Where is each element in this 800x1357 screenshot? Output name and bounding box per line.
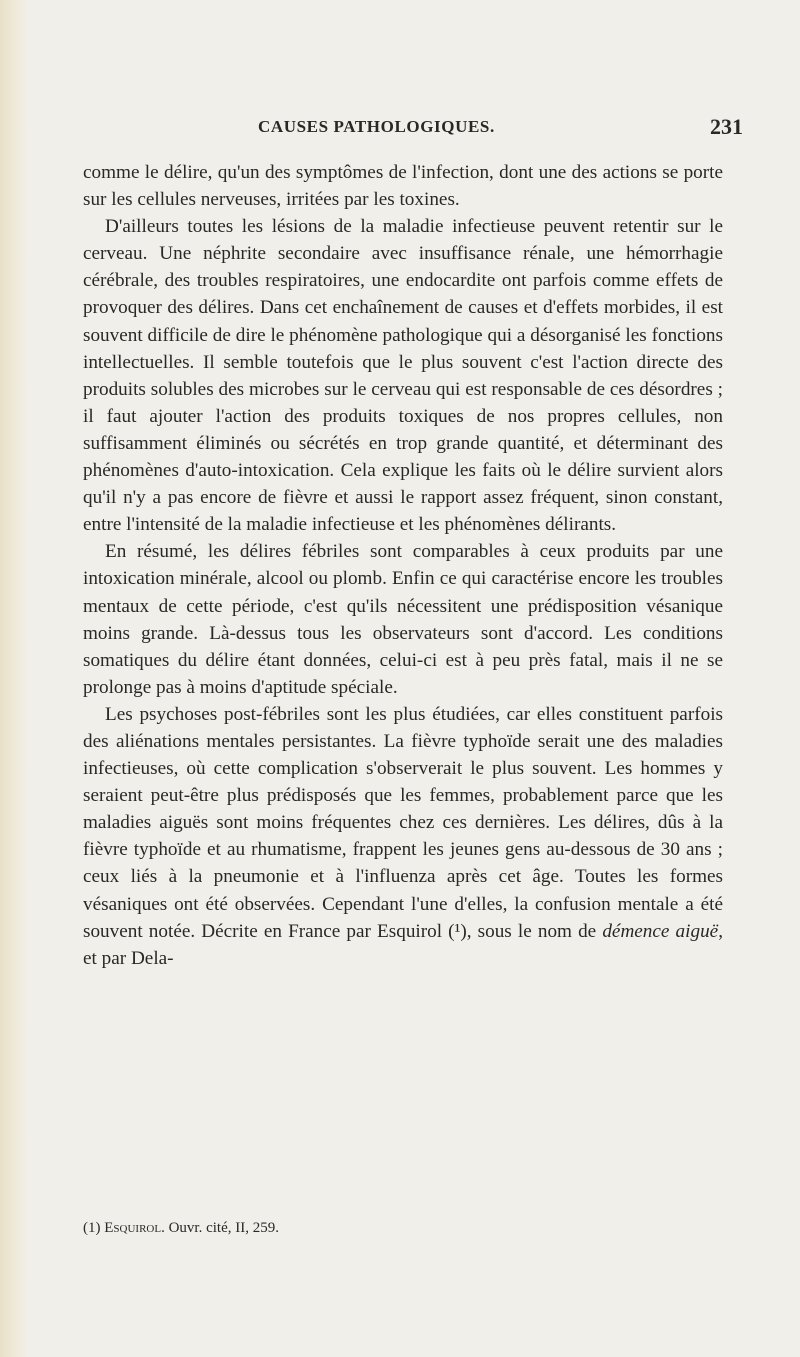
page-edge-stain: [0, 0, 28, 1357]
paragraph-1: comme le délire, qu'un des symptômes de l'infection, dont une des actions se porte sur les cellules nerveuses, irritées par les toxines.: [83, 162, 723, 211]
page-number: 231: [710, 114, 743, 139]
paragraph-3: En résumé, les délires fébriles sont comparables à ceux produits par une intoxication minérale, alcool ou plomb. Enfin ce qui caractérise encore les troubles mentaux de cette période, c'est qu'ils nécessitent une prédisposition vésanique moins grande. Là-dessus tous les observateurs sont d'accord. Les conditions somatiques du délire étant données, celui-ci est à peu près fatal, mais il ne se prolonge pas à moins d'aptitude spéciale.: [83, 541, 723, 698]
footnote-author: Esquirol: [104, 1220, 162, 1236]
body-text: [83, 159, 723, 972]
footnote-marker: (1): [83, 1220, 101, 1236]
paragraph-4-end: , et par Dela-: [83, 920, 723, 969]
footnote-reference: . Ouvr. cité, II, 259.: [161, 1220, 279, 1236]
paragraph-2: D'ailleurs toutes les lésions de la maladie infectieuse peuvent retentir sur le cerveau. Une néphrite secondaire avec insuffisance rénale, une hémorrhagie cérébrale, des troubles respiratoires, une endocardite ont parfois comme effets de provoquer des délires. Dans cet enchaînement de causes et d'effets morbides, il est souvent difficile de dire le phénomène pathologique qui a désorganisé les fonctions intellectuelles. Il semble toutefois que le plus souvent c'est l'action directe des produits solubles des microbes sur le cerveau qui est responsable de ces désordres ; il faut ajouter l'action des produits toxiques de nos propres cellules, non suffisamment éliminés ou sécrétés en trop grande quantité, et déterminant des phénomènes d'auto-intoxication. Cela explique les faits où le délire survient alors qu'il n'y a pas encore de fièvre et aussi le rapport assez fréquent, sinon constant, entre l'intensité de la maladie infectieuse et les phénomènes délirants.: [83, 216, 723, 536]
footnote: [83, 1218, 723, 1238]
page-header: [0, 114, 800, 141]
running-head: CAUSES PATHOLOGIQUES.: [258, 117, 495, 136]
paragraph-4-text: Les psychoses post-fébriles sont les plus étudiées, car elles constituent parfois des aliénations mentales persistantes. La fièvre typhoïde serait une des maladies infectieuses, où cette complication s'observerait le plus souvent. Les hommes y seraient peut-être plus prédisposés que les femmes, probablement parce que les maladies aiguës sont moins fréquentes chez ces dernières. Les délires, dûs à la fièvre typhoïde et au rhumatisme, frappent les jeunes gens au-dessous de 30 ans ; ceux liés à la pneumonie et à l'influenza après cet âge. Toutes les formes vésaniques ont été observées. Cependant l'une d'elles, la confusion mentale a été souvent notée. Décrite en France par Esquirol (¹), sous le nom de: [83, 703, 723, 942]
italic-term: démence aiguë: [602, 920, 719, 942]
paragraph-4: [83, 701, 723, 972]
